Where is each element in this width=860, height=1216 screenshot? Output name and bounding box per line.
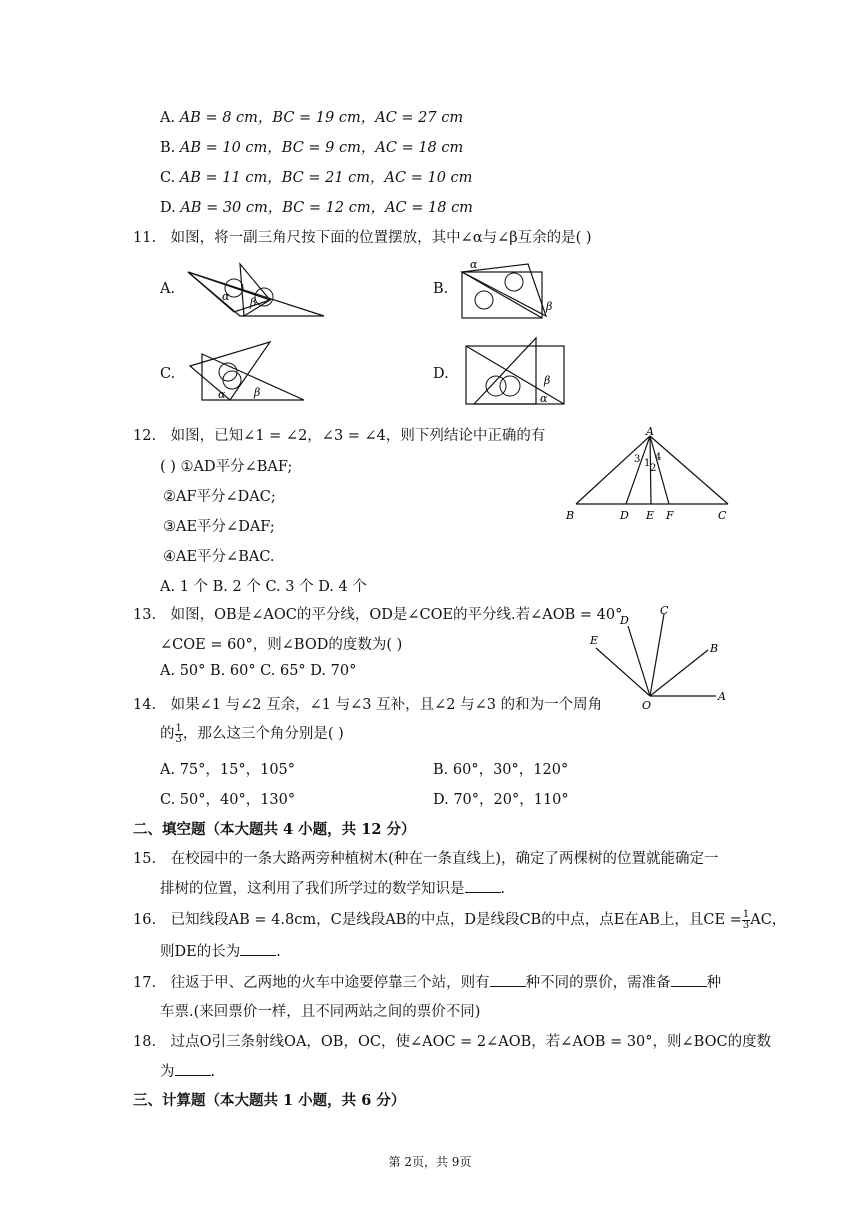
question-text: 如果∠1 与∠2 互余，∠1 与∠3 互补，且∠2 与∠3 的和为一个周角 (170, 697, 603, 713)
q11-figure-a (184, 260, 329, 322)
q14-option-c: C. 50°，40°，130° (160, 792, 296, 808)
angle-2: 2 (650, 463, 657, 474)
q11-figure-d (462, 336, 567, 410)
question-number: 15. (133, 851, 157, 867)
answer-blank[interactable] (240, 941, 276, 956)
q14-option-d: D. 70°，20°，110° (433, 792, 569, 808)
q13-line2: ∠COE = 60°，则∠BOD的度数为( ) (160, 637, 403, 653)
point-b: B (710, 642, 719, 655)
q14-line2 (160, 722, 344, 745)
q16-stem (133, 908, 786, 931)
question-number: 18. (133, 1034, 157, 1050)
text-fragment: AC， (750, 912, 787, 928)
q13-figure (584, 604, 734, 712)
point-d: D (620, 614, 629, 627)
point-a: A (646, 425, 654, 438)
question-number: 13. (133, 607, 157, 623)
text-fragment: 种不同的票价，需准备 (525, 975, 671, 991)
answer-blank[interactable] (465, 878, 501, 893)
q18-stem (133, 1030, 771, 1051)
option-label: D. (160, 200, 176, 216)
option-label: B. (160, 140, 176, 156)
q11-label-c: C. (160, 366, 176, 382)
q12-stem (133, 424, 545, 445)
q12-options: A. 1 个 B. 2 个 C. 3 个 D. 4 个 (160, 579, 367, 595)
question-number: 17. (133, 975, 157, 991)
question-text: 如图，OB是∠AOC的平分线，OD是∠COE的平分线.若∠AOB = 40° (170, 607, 623, 623)
question-text: 在校园中的一条大路两旁种植树木(种在一条直线上)，确定了两棵树的位置就能确定一 (170, 851, 719, 867)
q18-line2 (160, 1060, 215, 1081)
alpha-label: α (540, 392, 548, 405)
q14-option-b: B. 60°，30°，120° (433, 762, 569, 778)
denominator: 3 (742, 919, 750, 931)
q11-label-b: B. (433, 281, 449, 297)
text-fragment: 往返于甲、乙两地的火车中途要停靠三个站，则有 (170, 975, 490, 991)
point-b: B (566, 509, 575, 522)
question-number: 14. (133, 697, 157, 713)
q14-stem (133, 693, 602, 714)
point-d: D (620, 509, 629, 522)
q12-line2: ( ) ①AD平分∠BAF; (160, 459, 293, 475)
q10-option-c (160, 166, 472, 187)
point-a: A (718, 690, 726, 703)
option-text: AB = 8 cm，BC = 19 cm，AC = 27 cm (179, 110, 464, 126)
alpha-label: α (470, 258, 478, 271)
angle-1: 1 (644, 458, 651, 469)
point-c: C (718, 509, 727, 522)
text-fragment: . (210, 1064, 216, 1080)
q10-option-d (160, 196, 473, 217)
point-e: E (646, 509, 655, 522)
text-fragment: 则DE的长为 (160, 944, 241, 960)
q15-line2 (160, 877, 505, 898)
answer-blank[interactable] (490, 972, 526, 987)
beta-label: β (544, 374, 551, 387)
point-c: C (660, 604, 669, 617)
text-fragment: 的 (160, 726, 175, 742)
q12-figure (562, 424, 740, 524)
q11-label-d: D. (433, 366, 449, 382)
q15-stem (133, 847, 718, 868)
alpha-label: α (222, 290, 230, 303)
fraction (175, 724, 183, 745)
question-text: 过点O引三条射线OA，OB，OC，使∠AOC = 2∠AOB，若∠AOB = 30°，则∠BOC的度数 (170, 1034, 772, 1050)
q14-option-a: A. 75°，15°，105° (160, 762, 296, 778)
alpha-label: α (218, 388, 226, 401)
q11-label-a: A. (160, 281, 176, 297)
q17-stem (133, 971, 721, 992)
page-footer: 第 2页，共 9页 (388, 1155, 472, 1169)
q11-figure-c (184, 340, 309, 408)
question-number: 16. (133, 912, 157, 928)
q16-line2 (160, 940, 281, 961)
question-number: 12. (133, 428, 157, 444)
angle-4: 4 (655, 452, 662, 463)
section-heading-calculation: 三、计算题（本大题共 1 小题，共 6 分） (133, 1092, 406, 1109)
q10-option-a (160, 106, 463, 127)
beta-label: β (254, 386, 261, 399)
q12-line5: ④AE平分∠BAC. (163, 549, 275, 565)
q12-line3: ②AF平分∠DAC; (163, 489, 276, 505)
point-e: E (590, 634, 599, 647)
numerator: 1 (175, 722, 182, 734)
option-label: C. (160, 170, 176, 186)
beta-label: β (250, 296, 257, 309)
q17-line2: 车票.(来回票价一样，且不同两站之间的票价不同) (160, 1004, 481, 1020)
text-fragment: ，那么这三个角分别是( ) (182, 726, 344, 742)
q11-figure-b (458, 254, 558, 322)
q12-line4: ③AE平分∠DAF; (163, 519, 275, 535)
text-fragment: . (276, 944, 281, 960)
numerator: 1 (742, 908, 750, 920)
point-o: O (642, 699, 652, 712)
answer-blank[interactable] (671, 972, 707, 987)
answer-blank[interactable] (175, 1061, 211, 1076)
question-text: 如图，将一副三角尺按下面的位置摆放，其中∠α与∠β互余的是( ) (170, 230, 592, 246)
text-fragment: 种 (706, 975, 722, 991)
option-text: AB = 10 cm，BC = 9 cm，AC = 18 cm (179, 140, 464, 156)
text-fragment: . (500, 881, 506, 897)
denominator: 3 (175, 733, 182, 745)
q13-stem (133, 603, 622, 624)
beta-label: β (546, 300, 553, 313)
question-text: 如图，已知∠1 = ∠2，∠3 = ∠4，则下列结论中正确的有 (170, 428, 546, 444)
point-f: F (666, 509, 674, 522)
question-number: 11. (133, 230, 157, 246)
text-fragment: 为 (160, 1064, 175, 1080)
text-fragment: 排树的位置，这利用了我们所学过的数学知识是 (160, 881, 465, 897)
option-text: AB = 11 cm，BC = 21 cm，AC = 10 cm (179, 170, 473, 186)
angle-3: 3 (634, 454, 641, 465)
q10-option-b (160, 136, 463, 157)
fraction (742, 910, 750, 931)
option-label: A. (160, 110, 176, 126)
section-heading-fill-in: 二、填空题（本大题共 4 小题，共 12 分） (133, 821, 416, 838)
q13-options: A. 50° B. 60° C. 65° D. 70° (160, 663, 357, 679)
question-text: 已知线段AB = 4.8cm，C是线段AB的中点，D是线段CB的中点，点E在AB上，且CE = (170, 912, 742, 928)
option-text: AB = 30 cm，BC = 12 cm，AC = 18 cm (180, 200, 473, 216)
q11-stem (133, 226, 592, 247)
